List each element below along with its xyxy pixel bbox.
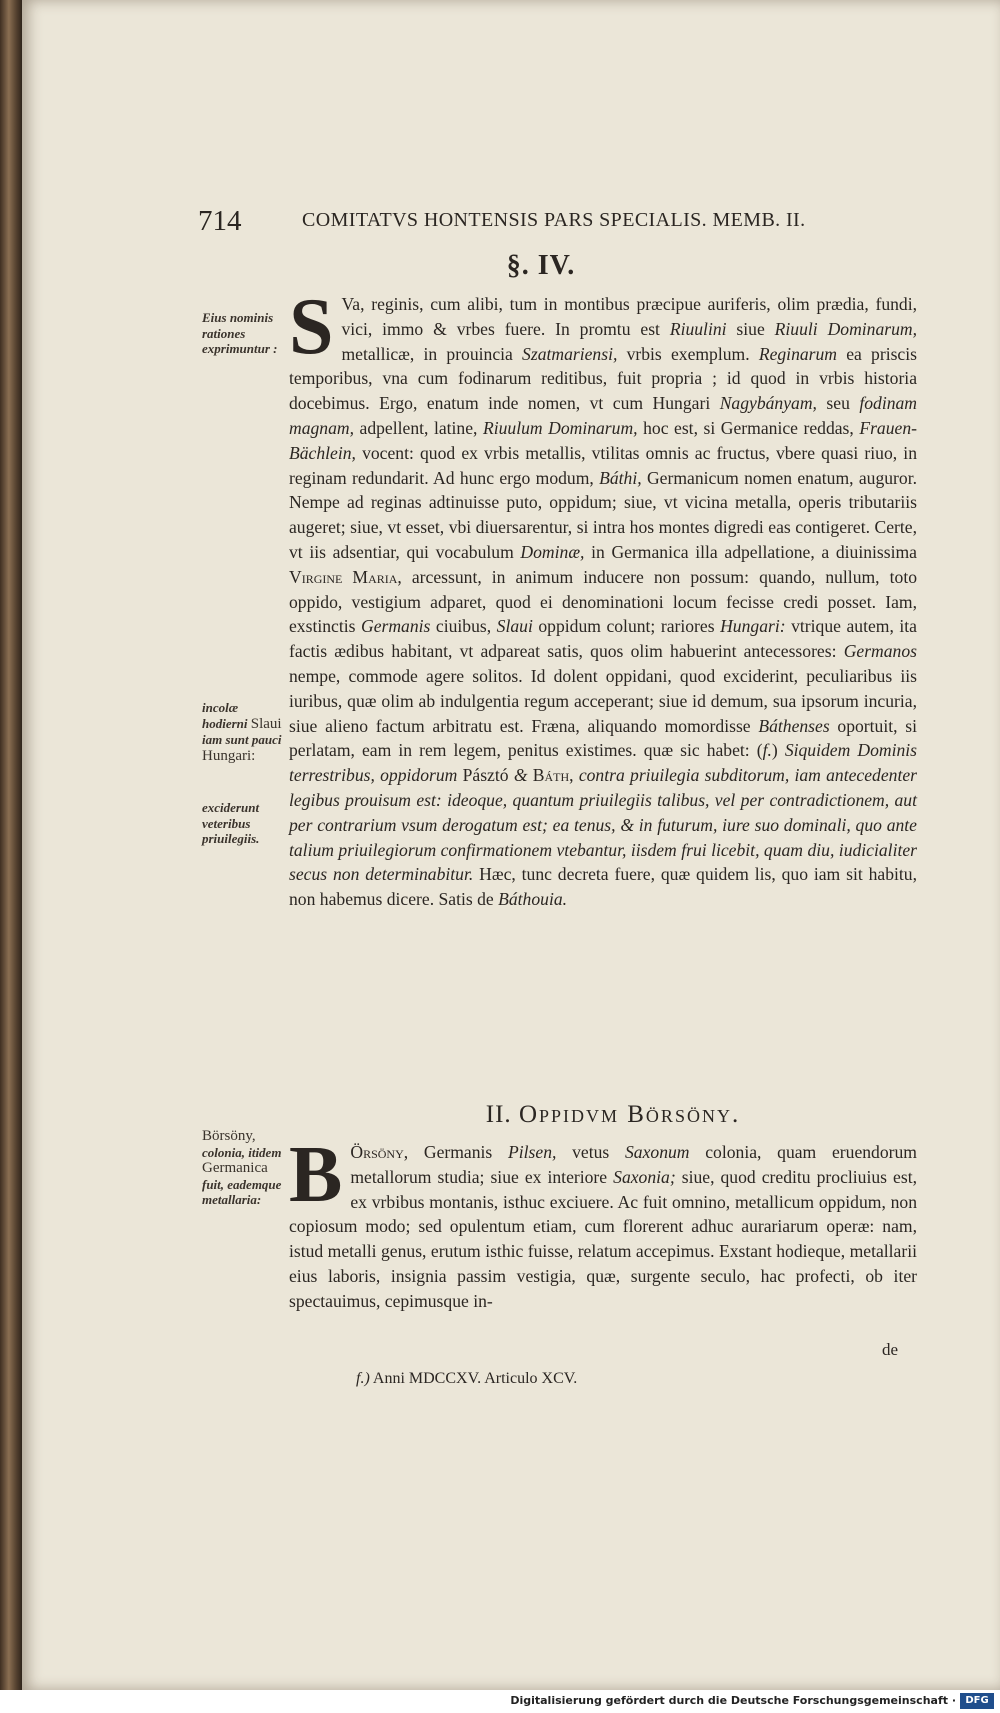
italic-run: Germanos: [843, 641, 917, 662]
italic-run: Frauen-Bächlein,: [289, 417, 917, 463]
dfg-logo: DFG: [960, 1693, 994, 1709]
section-title: §. IV.: [506, 250, 576, 281]
italic-run: Báthenses: [758, 715, 830, 736]
footnote-marker: f.): [356, 1370, 370, 1387]
running-head: COMITATVS HONTENSIS PARS SPECIALIS. MEMB. II.: [302, 209, 806, 231]
italic-run: &: [513, 765, 528, 786]
italic-run: Germanis: [360, 616, 431, 637]
text-run: colonia, quam eruendorum metallorum studia; siue ex interiore: [350, 1142, 917, 1187]
text-run: vetus: [556, 1142, 625, 1162]
marginal-note-name: Eius nominis rationes exprimuntur :: [202, 310, 278, 356]
italic-run: Riuulum Dominarum,: [482, 417, 638, 438]
italic-run: Riuulini: [669, 318, 727, 339]
paragraph-borsony: [289, 1131, 917, 1314]
italic-run: Báthouia.: [498, 889, 568, 910]
subsection-title: [289, 1101, 917, 1129]
italic-run: Nagybányam,: [719, 393, 817, 414]
marginal-note-borsony-a: Börsöny,: [202, 1128, 256, 1144]
text-run: metallicæ, in prouincia: [341, 343, 523, 364]
text-run: adpellent, latine,: [354, 417, 483, 438]
marginal-note-borsony-d: fuit, eademque metallaria:: [202, 1176, 282, 1207]
text-run: ea priscis temporibus, vna cum fodinarum reditibus, fuit propria ; id quod in vrbis historia docebimus. Ergo, enatum inde nomen, vt cum Hungari: [289, 343, 917, 414]
text-run: nempe, commode agere solitos. Id dolent oppidani, quod exciderint, peculiaribus iis iuribus, quæ olim ab indulgentia regum acceperant; siue id demum, sua ipsorum incuria, siue alieno factum arbitratu est. Fræna, aliquando momordisse: [289, 665, 917, 736]
italic-run: Reginarum: [758, 343, 838, 364]
paragraph-bathi: [289, 283, 918, 912]
footnote-text: Anni MDCCXV. Articulo XCV.: [369, 1370, 578, 1387]
italic-run: f.: [762, 740, 772, 761]
text-run: arcessunt, in animum inducere non possum: quando, nullum, toto oppido, vestigium adparet, quod ei denominationi locum fecisse credi posset. Iam, exstinctis: [289, 566, 918, 637]
subsection-numeral: II.: [485, 1101, 512, 1128]
text-run: vtrique autem, ita factis ædibus habitant, vt adpareat satis, quos olim habuerint antecessores:: [289, 616, 917, 662]
italic-run: Hungari:: [720, 616, 786, 637]
marginal-note-inhabitants: [202, 700, 284, 764]
marginal-note-borsony-c: Germanica: [202, 1160, 268, 1176]
dropcap-s: S: [289, 283, 334, 371]
text-run: Germanis: [408, 1142, 509, 1162]
marginal-note-inhabitants-d: Hungari:: [202, 747, 256, 764]
footer-credit: Digitalisierung gefördert durch die Deutsche Forschungsgemeinschaft ·: [510, 1694, 956, 1707]
italic-run: Szatmariensi,: [522, 343, 618, 364]
book-spine: [0, 0, 22, 1690]
footnote: [356, 1370, 577, 1388]
subsection-name: Oppidvm Börsöny.: [518, 1101, 741, 1128]
smallcaps-run: Báth,: [527, 765, 574, 786]
digitization-footer: [0, 1690, 1000, 1713]
text-run: Pásztó: [457, 765, 514, 786]
text-run: siue: [726, 318, 775, 339]
italic-run: Saxonum: [625, 1142, 690, 1162]
italic-run: contra priuilegia subditorum, iam antecedenter legibus prouisum est: ideoque, quantum priuilegiis talibus, vel per contradictionem, aut per contrarium vsum derogatum est; ea tenus, & in futurum, iure suo dominali, quo ante talium priuilegiorum confirmationem vtebantur, iisdem frui licebit, quam diu, iudicialiter secus non determinabitur.: [289, 765, 917, 885]
dropcap-b: B: [289, 1131, 343, 1219]
marginal-note-inhabitants-a: incolæ hodierni: [202, 700, 248, 731]
italic-run: Siquidem Dominis terrestribus, oppidorum: [289, 740, 917, 786]
italic-run: Saxonia;: [613, 1166, 676, 1187]
text-run: siue, quod creditu procliuius est, ex vrbibus montanis, isthuc exciuere. Ac fuit omnino, metallicum oppidum, non copiosum modo; sed opulentum etiam, cum florerent adhuc aurariarum operæ: nam, istud metalli genus, erutum isthic fuisse, relatum accepimus. Exstant hodieque, metallarii eius laboris, insignia passim vestigia, quæ, surgente seculo, hac profecti, ob iter spectauimus, cepimusque in-: [289, 1166, 917, 1311]
text-run: ): [771, 740, 785, 761]
marginal-note-borsony: [202, 1128, 284, 1208]
catchword: de: [882, 1340, 899, 1359]
italic-run: Slaui: [496, 616, 533, 637]
text-run: Hæc, tunc decreta fuere, quæ quidem lis, quo iam sit habitu, non habemus dicere. Satis de: [289, 864, 917, 910]
smallcaps-run: Virgine Maria,: [289, 566, 402, 587]
marginal-note-inhabitants-b: Slaui: [250, 715, 282, 732]
text-run: vrbis exemplum.: [617, 343, 759, 364]
text-run: Va, reginis, cum alibi, tum in montibus præcipue auriferis, olim prædia, fundi, vici, immo & vrbes fuere. In promtu est: [341, 294, 917, 339]
italic-run: Dominæ,: [520, 541, 585, 562]
text-run: hoc est, si Germanice reddas,: [637, 417, 860, 438]
text-run: seu: [816, 393, 860, 414]
text-run: vocent: quod ex vrbis metallis, vtilitas omnis ac fructus, vbere quasi riuo, in reginam redundarit. Ad hunc ergo modum,: [289, 442, 917, 488]
page-number: 714: [198, 205, 242, 237]
text-run: oppidum colunt; rariores: [532, 616, 721, 637]
book-page: [22, 0, 1000, 1690]
marginal-note-privileges: exciderunt veteribus priuilegiis.: [202, 800, 260, 846]
smallcaps-run: Örsöny,: [350, 1142, 409, 1162]
marginal-note-borsony-b: colonia, itidem: [202, 1144, 282, 1160]
marginal-note-inhabitants-c: iam sunt pauci: [202, 732, 282, 747]
text-run: Germanicum nomen enatum, auguror. Nempe ad reginas adtinuisse puto, oppidum; siue, vt vicina metalla, operis tributariis augeret; siue, vt esset, vbi diuersarentur, si intra hos montes digredi eas contigeret. Certe, vt iis adsentiar, qui vocabulum: [289, 467, 917, 562]
text-run: oportuit, si perlatam, eam in rem legem, penitus existimes. quæ sic habet: (: [289, 715, 917, 761]
italic-run: fodinam magnam,: [289, 393, 918, 438]
text-run: ciuibus,: [430, 616, 497, 637]
italic-run: Pilsen,: [508, 1142, 557, 1162]
text-run: in Germanica illa adpellatione, a diuinissima: [584, 541, 917, 562]
italic-run: Báthi,: [599, 467, 642, 488]
page-header: [198, 205, 898, 239]
italic-run: Riuuli Dominarum,: [774, 318, 918, 339]
